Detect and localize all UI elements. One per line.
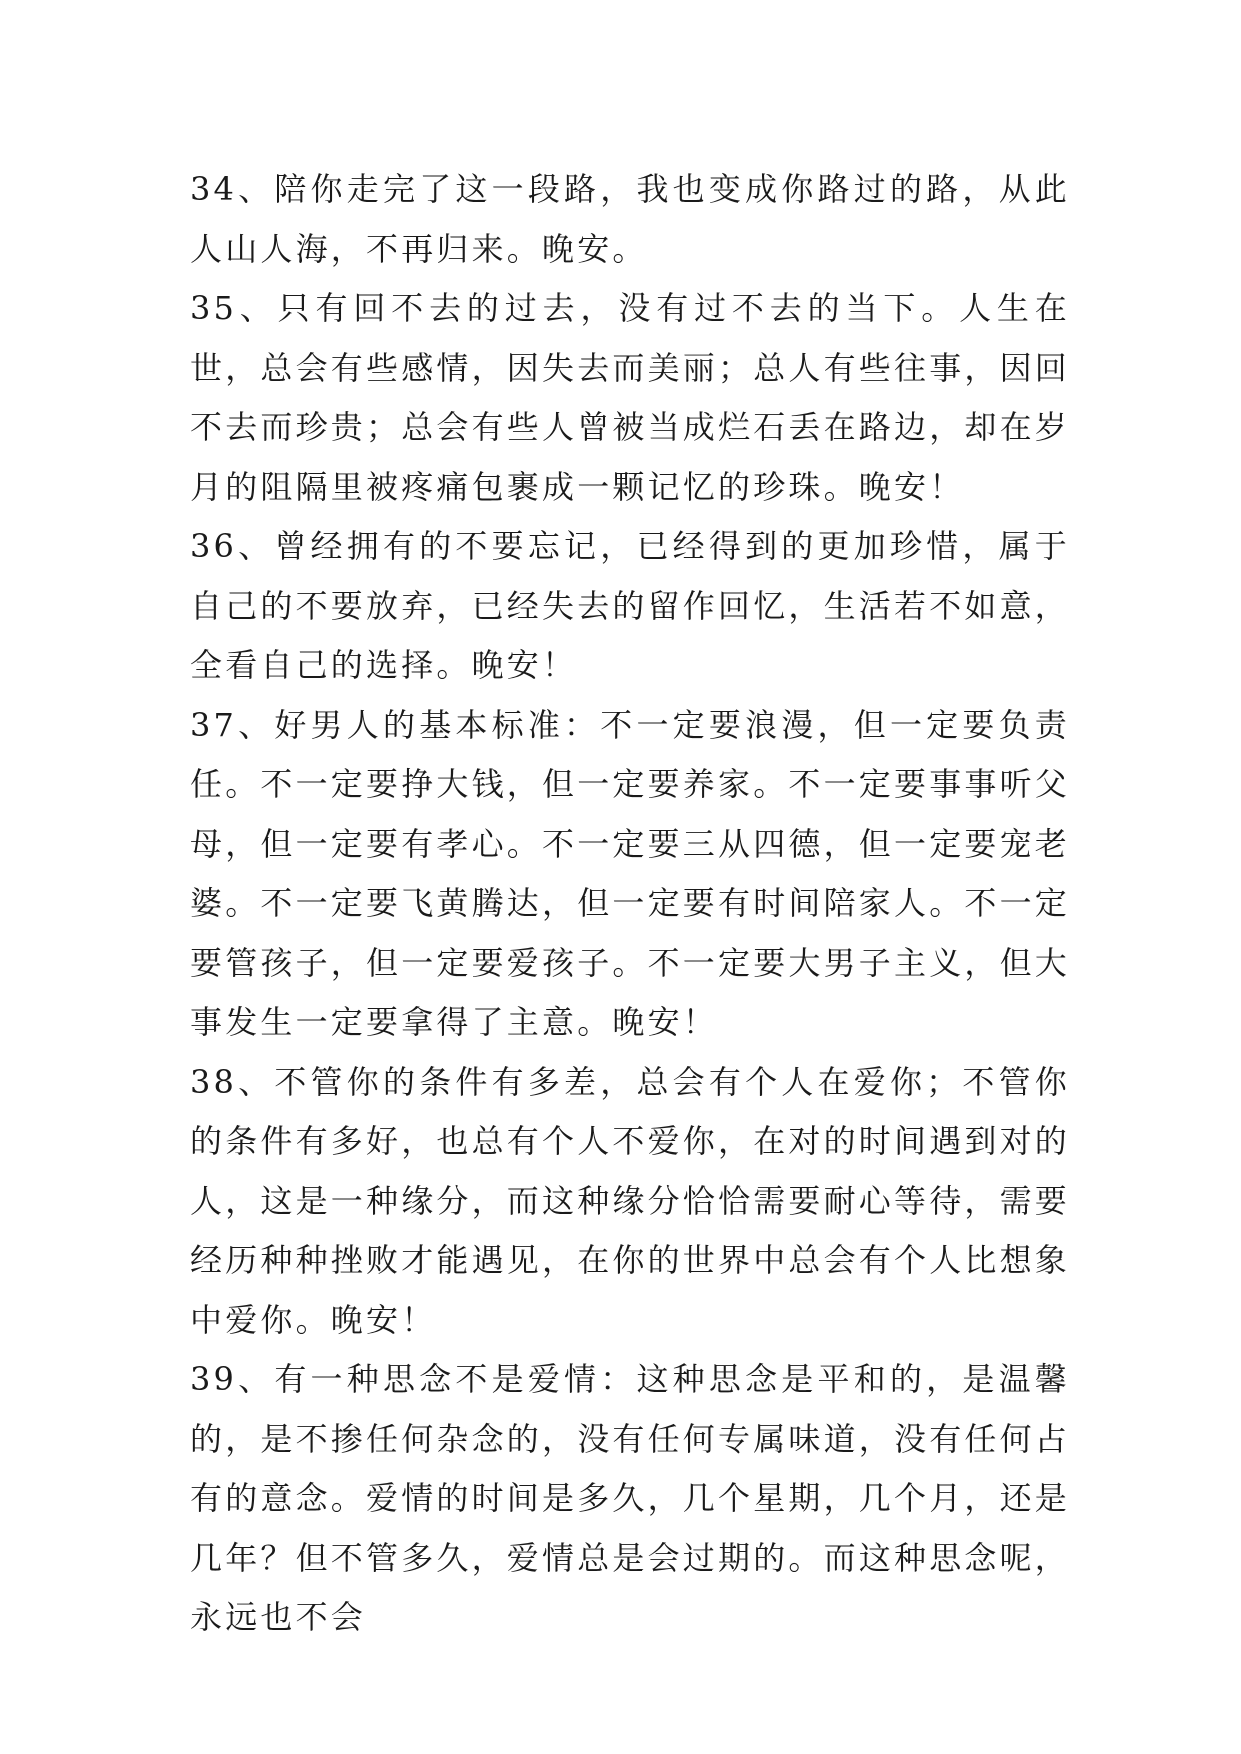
paragraph-38: 38、不管你的条件有多差，总会有个人在爱你；不管你的条件有多好，也总有个人不爱你，在对的时间遇到对的人，这是一种缘分，而这种缘分恰恰需要耐心等待，需要经历种种挫败才能遇见，在你的世界中总会有个人比想象中爱你。晚安！ (190, 1062, 1071, 1339)
paragraph-36: 36、曾经拥有的不要忘记，已经得到的更加珍惜，属于自己的不要放弃，已经失去的留作回忆，生活若不如意，全看自己的选择。晚安！ (190, 527, 1071, 684)
paragraph-34: 34、陪你走完了这一段路，我也变成你路过的路，从此人山人海，不再归来。晚安。 (190, 170, 1070, 268)
paragraph-35: 35、只有回不去的过去，没有过不去的当下。人生在世，总会有些感情，因失去而美丽；总人有些往事，因回不去而珍贵；总会有些人曾被当成烂石丢在路边，却在岁月的阻隔里被疼痛包裹成一颗记忆的珍珠。晚安！ (190, 289, 1071, 506)
paragraph-37: 37、好男人的基本标准：不一定要浪漫，但一定要负责任。不一定要挣大钱，但一定要养家。不一定要事事听父母，但一定要有孝心。不一定要三从四德，但一定要宠老婆。不一定要飞黄腾达，但一定要有时间陪家人。不一定要管孩子，但一定要爱孩子。不一定要大男子主义，但大事发生一定要拿得了主意。晚安！ (190, 705, 1071, 1041)
document-body (190, 160, 1070, 1648)
paragraph-39: 39、有一种思念不是爱情：这种思念是平和的，是温馨的，是不掺任何杂念的，没有任何专属味道，没有任何占有的意念。爱情的时间是多久，几个星期，几个月，还是几年？但不管多久，爱情总是会过期的。而这种思念呢，永远也不会 (190, 1360, 1071, 1636)
